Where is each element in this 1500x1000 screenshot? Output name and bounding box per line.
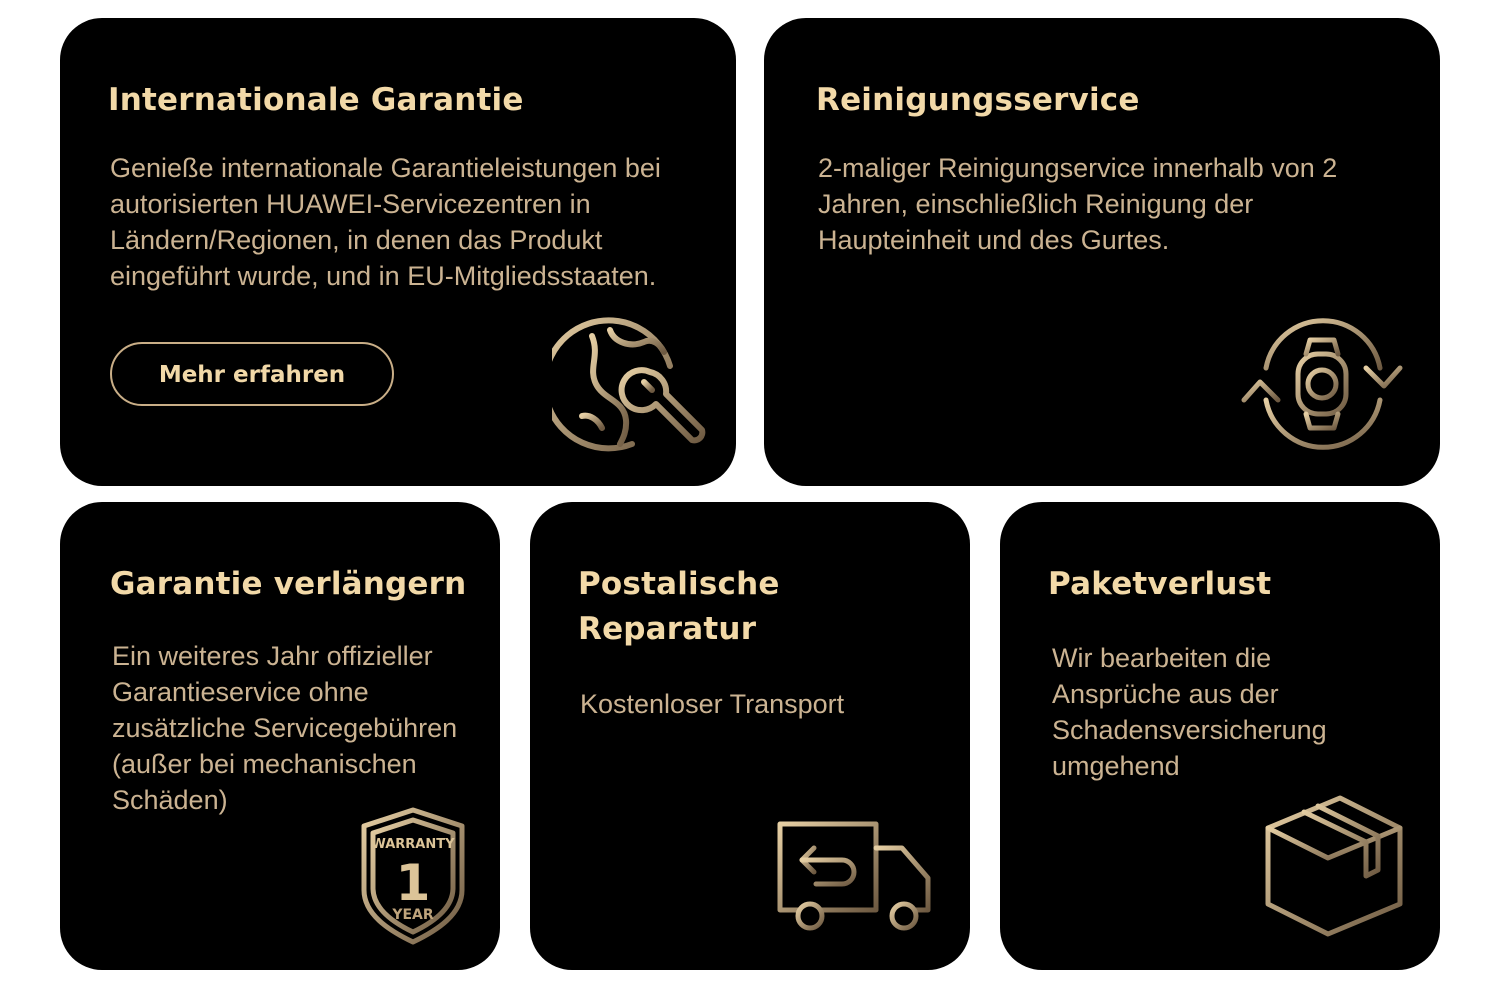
- learn-more-button[interactable]: Mehr erfahren: [110, 342, 394, 406]
- card-extend-warranty: [60, 502, 500, 970]
- card-title: Postalische Reparatur: [578, 566, 780, 647]
- card-title: Paketverlust: [1048, 566, 1272, 602]
- card-cleaning-service: [764, 18, 1440, 486]
- badge-number: 1: [395, 854, 431, 912]
- card-description: Genieße internationale Garantieleistungen bei autorisierten HUAWEI-Servicezentren in Ländern/Regionen, in denen das Produkt eingeführt wurde, und in EU-Mitgliedsstaaten.: [110, 153, 661, 291]
- card-postal-repair: [530, 502, 970, 970]
- card-description: Kostenloser Transport: [580, 689, 845, 719]
- badge-bottom-label: YEAR: [392, 907, 434, 923]
- card-description: Wir bearbeiten die Ansprüche aus der Schadensversicherung umgehend: [1052, 643, 1327, 781]
- card-package-loss: [1000, 502, 1440, 970]
- globe-wrench-icon: [552, 308, 712, 468]
- package-box-icon: [1262, 792, 1406, 940]
- card-title: Internationale Garantie: [108, 82, 524, 118]
- badge-top-label: WARRANTY: [371, 837, 455, 852]
- card-international-warranty: [60, 18, 736, 486]
- warranty-shield-icon: [358, 806, 468, 946]
- card-description: 2-maliger Reinigungservice innerhalb von 2 Jahren, einschließlich Reinigung der Haupteinheit und des Gurtes.: [818, 153, 1338, 255]
- card-description: Ein weiteres Jahr offizieller Garantieservice ohne zusätzliche Servicegebühren (außer bei mechanischen Schäden): [112, 641, 458, 815]
- card-title: Garantie verlängern: [110, 566, 467, 602]
- watch-cycle-icon: [1236, 310, 1408, 458]
- card-title: Reinigungsservice: [816, 82, 1140, 118]
- truck-return-icon: [776, 818, 934, 934]
